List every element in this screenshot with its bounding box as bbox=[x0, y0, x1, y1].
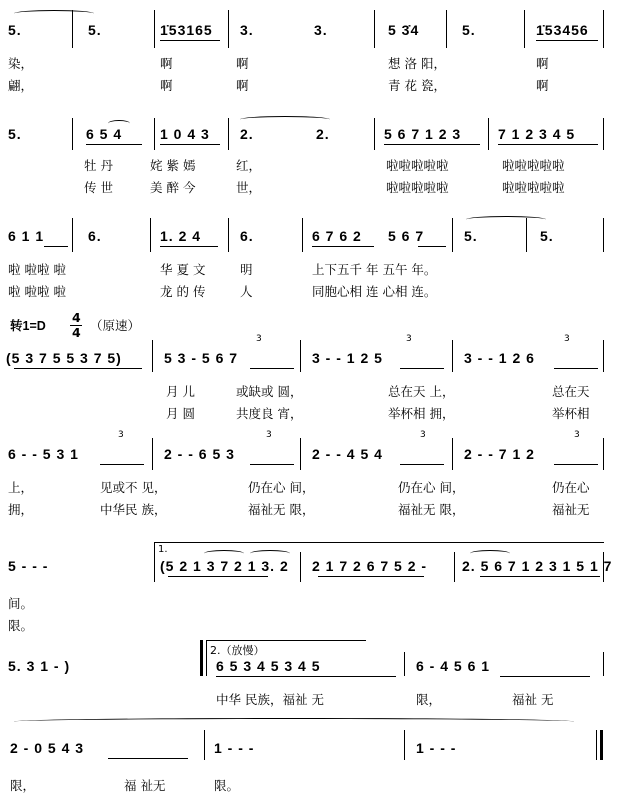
beam-underline bbox=[250, 464, 294, 465]
lyric-line-1: 仍在心 间， bbox=[398, 480, 465, 495]
notes-measure: 6 5 3 4 5 3 4 5 bbox=[216, 658, 321, 674]
notes-measure: 6. bbox=[240, 228, 254, 244]
lyric-line-2: 啊 bbox=[236, 78, 249, 93]
beam-underline bbox=[318, 576, 424, 577]
staff-system-7 bbox=[0, 638, 623, 708]
staff-system-4 bbox=[0, 312, 623, 422]
notes-measure: 3 - - 1 2 6 bbox=[464, 350, 535, 366]
lyric-line-1: 啦 啦啦 啦 bbox=[8, 262, 66, 277]
tie-slur bbox=[470, 550, 510, 557]
tie-slur bbox=[14, 10, 94, 17]
notes-measure: 5 3̇4 bbox=[388, 22, 420, 38]
triplet-mark: 3 bbox=[118, 430, 124, 440]
barline bbox=[603, 438, 604, 470]
lyric-line-2: 啦啦啦啦啦 bbox=[502, 180, 565, 195]
lyric-line-1: 限， bbox=[10, 778, 36, 793]
lyric-line-1: 姹 紫 嫣 bbox=[150, 158, 196, 173]
staff-system-8 bbox=[0, 718, 623, 800]
notes-measure: 6 7 6 2 bbox=[312, 228, 362, 244]
lyric-line-1: 牡 丹 bbox=[84, 158, 113, 173]
notes-measure: 7 1 2 3 4 5 bbox=[498, 126, 576, 142]
barline bbox=[454, 552, 455, 582]
barline bbox=[154, 10, 155, 48]
notes-measure: 5. bbox=[8, 22, 22, 38]
barline bbox=[72, 118, 73, 150]
triplet-mark: 3 bbox=[420, 430, 426, 440]
staff-system-2 bbox=[0, 112, 623, 202]
notes-measure: 5. bbox=[462, 22, 476, 38]
barline bbox=[603, 10, 604, 48]
barline bbox=[374, 10, 375, 48]
barline bbox=[72, 218, 73, 252]
barline bbox=[152, 340, 153, 372]
beam-underline bbox=[400, 464, 444, 465]
beam-underline bbox=[168, 576, 268, 577]
staff-system-5 bbox=[0, 428, 623, 528]
lyric-line-2: 福祉无 限， bbox=[248, 502, 315, 517]
beam-underline bbox=[554, 368, 598, 369]
beam-underline bbox=[312, 246, 374, 247]
lyric-line-1: 上下五千 年 五午 年。 bbox=[312, 262, 437, 277]
notes-measure: 5 6 7 1 2 3 bbox=[384, 126, 462, 142]
barline bbox=[404, 652, 405, 676]
barline bbox=[404, 730, 405, 760]
barline bbox=[374, 118, 375, 150]
lyric-line-1: 明 bbox=[240, 262, 253, 277]
barline bbox=[488, 118, 489, 150]
lyric-line-1: 啊 bbox=[536, 56, 549, 71]
lyric-line-2: 举杯相 拥， bbox=[388, 406, 455, 421]
lyric-line-1: 啦啦啦啦啦 bbox=[502, 158, 565, 173]
notes-measure: 1 0 4 3 bbox=[160, 126, 210, 142]
triplet-mark: 3 bbox=[256, 334, 262, 344]
lyric-line-1: 上， bbox=[8, 480, 34, 495]
notes-measure: 6 1 1 bbox=[8, 228, 45, 244]
barline bbox=[603, 340, 604, 372]
lyric-line-1: 福 祉无 bbox=[124, 778, 166, 793]
lyric-line-1: 仍在心 bbox=[552, 480, 590, 495]
volta-line bbox=[206, 640, 366, 641]
volta-bracket bbox=[154, 542, 155, 582]
notes-measure: 2 - 0 5 4 3 bbox=[10, 740, 85, 756]
volta-line bbox=[154, 542, 604, 543]
notes-measure: 2 - - 4 5 4 bbox=[312, 446, 383, 462]
lyric-line-1: 月 儿 bbox=[166, 384, 195, 399]
notes-measure: 6 - - 5 3 1 bbox=[8, 446, 79, 462]
lyric-line-2: 同胞心相 连 心相 连。 bbox=[312, 284, 437, 299]
notes-measure: 6 5 4 bbox=[86, 126, 123, 142]
beam-underline bbox=[554, 464, 598, 465]
barline bbox=[228, 118, 229, 150]
notes-measure: 3 - - 1 2 5 bbox=[312, 350, 383, 366]
barline bbox=[154, 118, 155, 150]
lyric-line-2: 啦 啦啦 啦 bbox=[8, 284, 66, 299]
barline bbox=[300, 340, 301, 372]
lyric-line-1: 总在天 bbox=[552, 384, 590, 399]
beam-underline bbox=[250, 368, 294, 369]
beam-underline bbox=[384, 144, 480, 145]
lyric-line-2: 人 bbox=[240, 284, 253, 299]
notes-measure: (5 2 1 3 7 2 1 3. 2 bbox=[160, 558, 289, 574]
notes-measure: 1 - - - bbox=[214, 740, 255, 756]
notes-measure: 2. bbox=[316, 126, 330, 142]
lyric-line-1: 或缺或 圆， bbox=[236, 384, 303, 399]
notes-measure: 5 - - - bbox=[8, 558, 49, 574]
beam-underline bbox=[216, 676, 396, 677]
tie-slur bbox=[240, 116, 330, 123]
volta-number: 1. bbox=[158, 544, 168, 555]
beam-underline bbox=[480, 576, 600, 577]
triplet-mark: 3 bbox=[574, 430, 580, 440]
lyric-line-1: 限。 bbox=[214, 778, 240, 793]
staff-system-6 bbox=[0, 538, 623, 634]
lyric-line-2: 传 世 bbox=[84, 180, 113, 195]
barline bbox=[300, 438, 301, 470]
volta-number: 2.（放慢） bbox=[210, 644, 265, 657]
notes-measure: 5. bbox=[464, 228, 478, 244]
staff-system-1 bbox=[0, 8, 623, 98]
barline bbox=[452, 340, 453, 372]
notes-measure: 5. bbox=[540, 228, 554, 244]
lyric-line-1: 中华 民族，福祉 无 bbox=[216, 692, 324, 707]
notes-measure: (5 3 7 5 5 3 7 5) bbox=[6, 350, 122, 366]
lyric-line-1: 红， bbox=[236, 158, 262, 173]
notes-measure: 2 - - 7 1 2 bbox=[464, 446, 535, 462]
lyric-line-2: 举杯相 bbox=[552, 406, 590, 421]
notes-measure: 5 3 - 5 6 7 bbox=[164, 350, 239, 366]
barline bbox=[300, 552, 301, 582]
beam-underline bbox=[14, 368, 142, 369]
beam-underline bbox=[108, 758, 188, 759]
triplet-mark: 3 bbox=[406, 334, 412, 344]
tie-slur bbox=[466, 216, 546, 223]
lyric-line-1: 仍在心 间， bbox=[248, 480, 315, 495]
final-barline bbox=[600, 730, 603, 760]
notes-measure: 5 6 7 bbox=[388, 228, 425, 244]
lyric-line-2: 福祉无 限， bbox=[398, 502, 465, 517]
lyric-line-1: 见或不 见， bbox=[100, 480, 167, 495]
barline bbox=[603, 218, 604, 252]
lyric-line-1: 想 洛 阳， bbox=[388, 56, 446, 71]
lyric-line-2: 限。 bbox=[8, 618, 34, 633]
staff-system-3 bbox=[0, 214, 623, 304]
notes-measure: 5. bbox=[88, 22, 102, 38]
tie-slur bbox=[250, 550, 290, 557]
lyric-line-1: 啊 bbox=[236, 56, 249, 71]
notes-measure: 5. bbox=[8, 126, 22, 142]
barline bbox=[228, 10, 229, 48]
beam-underline bbox=[160, 246, 218, 247]
barline bbox=[603, 118, 604, 150]
barline bbox=[596, 730, 597, 760]
volta-bracket bbox=[206, 640, 207, 676]
notes-measure: 1̇53456 bbox=[536, 22, 589, 38]
beam-underline bbox=[44, 246, 68, 247]
lyric-line-2: 啦啦啦啦啦 bbox=[386, 180, 449, 195]
beam-underline bbox=[160, 144, 220, 145]
barline bbox=[446, 10, 447, 48]
lyric-line-1: 华 夏 文 bbox=[160, 262, 206, 277]
notes-measure: 1 - - - bbox=[416, 740, 457, 756]
notes-measure: 2 - - 6 5 3 bbox=[164, 446, 235, 462]
barline bbox=[204, 730, 205, 760]
lyric-line-2: 龙 的 传 bbox=[160, 284, 206, 299]
lyric-line-2: 美 醉 今 bbox=[150, 180, 196, 195]
lyric-line-2: 翩， bbox=[8, 78, 34, 93]
tie-slur bbox=[14, 718, 574, 725]
barline bbox=[526, 218, 527, 252]
notes-measure: 6 - 4 5 6 1 bbox=[416, 658, 491, 674]
lyric-line-2: 青 花 瓷， bbox=[388, 78, 446, 93]
notes-measure: 1. 2 4 bbox=[160, 228, 202, 244]
tie-slur bbox=[204, 550, 244, 557]
barline bbox=[302, 218, 303, 252]
barline bbox=[452, 218, 453, 252]
time-signature-bottom: 4 bbox=[72, 325, 81, 340]
lyric-line-1: 总在天 上， bbox=[388, 384, 455, 399]
notes-measure: 1̇53165 bbox=[160, 22, 213, 38]
lyric-line-2: 啊 bbox=[536, 78, 549, 93]
lyric-line-2: 福祉无 bbox=[552, 502, 590, 517]
lyric-line-1: 啊 bbox=[160, 56, 173, 71]
beam-underline bbox=[536, 40, 598, 41]
beam-underline bbox=[86, 144, 142, 145]
beam-underline bbox=[400, 368, 444, 369]
triplet-mark: 3 bbox=[266, 430, 272, 440]
barline bbox=[228, 218, 229, 252]
time-signature-top: 4 bbox=[72, 310, 81, 325]
repeat-barline bbox=[200, 640, 203, 676]
barline bbox=[524, 10, 525, 48]
lyric-line-1: 限， bbox=[416, 692, 442, 707]
barline bbox=[603, 652, 604, 676]
beam-underline bbox=[100, 464, 144, 465]
lyric-line-2: 拥， bbox=[8, 502, 34, 517]
lyric-line-1: 啦啦啦啦啦 bbox=[386, 158, 449, 173]
lyric-line-1: 福祉 无 bbox=[512, 692, 554, 707]
beam-underline bbox=[498, 144, 598, 145]
lyric-line-2: 月 圆 bbox=[166, 406, 195, 421]
notes-measure: 3. bbox=[314, 22, 328, 38]
notes-measure: 2. bbox=[240, 126, 254, 142]
key-signature: 转1=D bbox=[10, 319, 46, 333]
lyric-line-1: 染， bbox=[8, 56, 34, 71]
lyric-line-1: 间。 bbox=[8, 596, 34, 611]
barline bbox=[150, 218, 151, 252]
beam-underline bbox=[500, 676, 590, 677]
notes-measure: 2. 5 6 7 1 2 3 1 5 1 7 bbox=[462, 558, 613, 574]
barline bbox=[152, 438, 153, 470]
lyric-line-2: 中华民 族， bbox=[100, 502, 167, 517]
barline bbox=[452, 438, 453, 470]
notes-measure: 3. bbox=[240, 22, 254, 38]
tempo-marking: （原速） bbox=[90, 318, 141, 333]
lyric-line-2: 啊 bbox=[160, 78, 173, 93]
lyric-line-2: 共度良 宵， bbox=[236, 406, 303, 421]
triplet-mark: 3 bbox=[564, 334, 570, 344]
beam-underline bbox=[160, 40, 220, 41]
lyric-line-2: 世， bbox=[236, 180, 262, 195]
notes-measure: 6. bbox=[88, 228, 102, 244]
notes-measure: 2 1 7 2 6 7 5 2 - bbox=[312, 558, 428, 574]
beam-underline bbox=[418, 246, 446, 247]
notes-measure: 5. 3 1 - ) bbox=[8, 658, 71, 674]
